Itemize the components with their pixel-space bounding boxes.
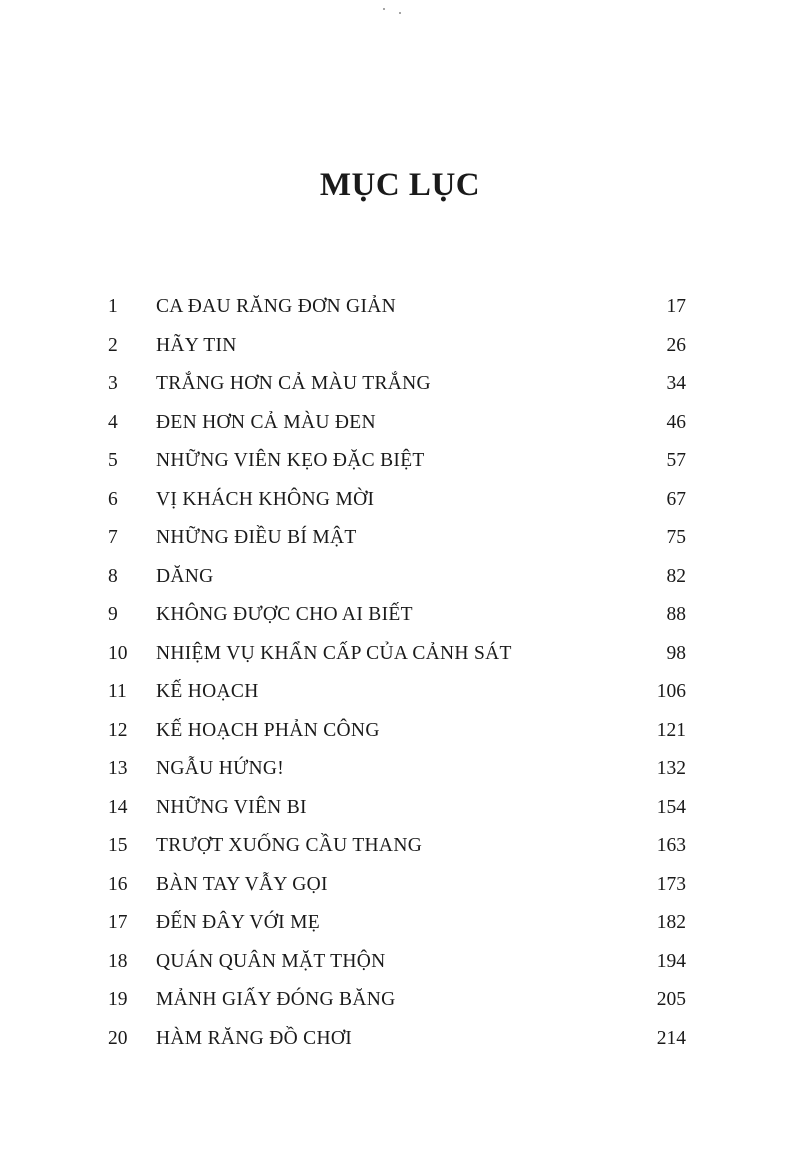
chapter-page-number: 214 [656,1027,686,1049]
scan-speck [399,12,401,14]
chapter-title: HÃY TIN [156,334,237,356]
chapter-number: 6 [108,488,118,510]
toc-entry [108,485,688,524]
chapter-page-number: 26 [666,334,686,356]
toc-entry [108,331,688,370]
chapter-title: NHỮNG VIÊN BI [156,796,307,818]
chapter-title: DĂNG [156,565,214,587]
chapter-page-number: 132 [656,758,686,779]
chapter-title: BÀN TAY VẪY GỌI [156,873,328,895]
chapter-number: 3 [108,373,118,394]
chapter-page-number: 182 [656,912,686,933]
page-title: MỤC LỤC [319,167,481,203]
toc-entry [108,292,688,331]
toc-entry [108,446,688,485]
toc-entry [108,754,688,793]
toc-entry [108,639,688,678]
chapter-page-number: 98 [666,642,686,664]
chapter-number: 2 [108,334,118,356]
toc-entry [108,831,688,870]
toc-entry [108,716,688,755]
chapter-number: 17 [108,912,128,933]
chapter-number: 15 [108,835,128,856]
chapter-page-number: 17 [666,296,686,317]
chapter-page-number: 75 [666,527,686,548]
chapter-page-number: 67 [666,488,686,510]
toc-entry [108,523,688,562]
chapter-title: VỊ KHÁCH KHÔNG MỜI [156,488,375,510]
chapter-title: QUÁN QUÂN MẶT THỘN [156,950,386,972]
chapter-number: 18 [108,950,128,972]
chapter-number: 20 [108,1027,128,1049]
chapter-page-number: 173 [656,873,686,895]
chapter-title: NGẪU HỨNG! [156,758,285,779]
chapter-page-number: 34 [666,373,686,394]
chapter-title: HÀM RĂNG ĐỒ CHƠI [156,1027,353,1049]
chapter-number: 11 [108,681,127,702]
toc-entry [108,562,688,601]
chapter-title: MẢNH GIẤY ĐÓNG BĂNG [156,989,396,1010]
chapter-title: ĐẾN ĐÂY VỚI MẸ [156,912,320,933]
chapter-title: NHIỆM VỤ KHẨN CẤP CỦA CẢNH SÁT [156,642,512,664]
toc-entry [108,947,688,986]
toc-entry [108,677,688,716]
chapter-number: 10 [108,642,128,664]
chapter-number: 12 [108,719,128,741]
chapter-number: 9 [108,604,118,625]
chapter-page-number: 82 [666,565,686,587]
chapter-number: 8 [108,565,118,587]
table-of-contents [108,292,688,1062]
toc-entry [108,369,688,408]
toc-entry [108,870,688,909]
toc-entry [108,408,688,447]
chapter-title: KẾ HOẠCH [156,681,259,702]
toc-entry [108,985,688,1024]
chapter-page-number: 205 [656,989,686,1010]
chapter-page-number: 154 [656,796,686,818]
toc-entry [108,908,688,947]
chapter-page-number: 121 [656,719,686,741]
toc-entry [108,1024,688,1063]
chapter-page-number: 88 [666,604,686,625]
chapter-title: NHỮNG VIÊN KẸO ĐẶC BIỆT [156,450,425,471]
chapter-title: ĐEN HƠN CẢ MÀU ĐEN [156,411,376,433]
chapter-number: 1 [108,296,118,317]
chapter-number: 16 [108,873,128,895]
chapter-page-number: 194 [656,950,686,972]
chapter-title: KHÔNG ĐƯỢC CHO AI BIẾT [156,604,413,625]
chapter-title: TRẮNG HƠN CẢ MÀU TRẮNG [156,373,431,394]
chapter-page-number: 57 [666,450,686,471]
chapter-number: 14 [108,796,128,818]
chapter-title: TRƯỢT XUỐNG CẦU THANG [156,835,423,856]
toc-entry [108,600,688,639]
scan-speck [383,8,385,10]
chapter-number: 13 [108,758,128,779]
chapter-number: 4 [108,411,118,433]
chapter-number: 7 [108,527,118,548]
chapter-number: 19 [108,989,128,1010]
chapter-number: 5 [108,450,118,471]
chapter-page-number: 163 [656,835,686,856]
chapter-title: KẾ HOẠCH PHẢN CÔNG [156,719,380,741]
chapter-page-number: 46 [666,411,686,433]
toc-entry [108,793,688,832]
chapter-page-number: 106 [656,681,686,702]
chapter-title: CA ĐAU RĂNG ĐƠN GIẢN [156,296,396,317]
chapter-title: NHỮNG ĐIỀU BÍ MẬT [156,527,357,548]
